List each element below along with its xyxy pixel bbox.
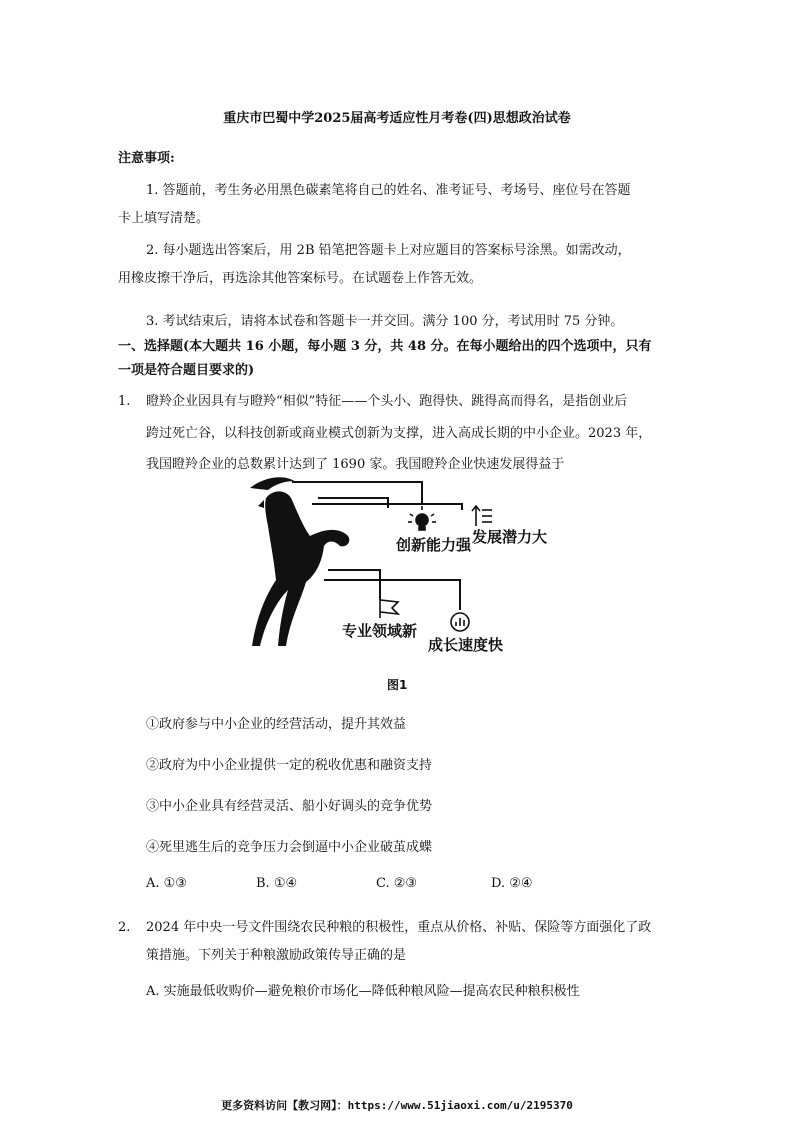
notice-item-3: 3. 考试结束后，请将本试卷和答题卡一并交回。满分 100 分，考试用时 75 分钟。	[146, 314, 624, 329]
figure-gazelle-diagram	[230, 470, 550, 670]
chart-gauge-icon	[451, 613, 469, 631]
growth-arrow-icon	[472, 506, 492, 526]
figure-caption: 图1	[387, 678, 408, 692]
section-1-heading-line-1: 一、选择题(本大题共 16 小题，每小题 3 分，共 48 分。在每小题给出的四个选项中，只有	[118, 339, 652, 354]
q2-number: 2.	[118, 920, 131, 935]
notice-item-1-line-2: 卡上填写清楚。	[118, 211, 210, 226]
q1-statement-1: ①政府参与中小企业的经营活动，提升其效益	[146, 717, 407, 732]
flag-icon	[380, 598, 398, 618]
q1-stem-line-2: 跨过死亡谷，以科技创新或商业模式创新为支撑，进入高成长期的中小企业。2023 年，	[146, 426, 652, 441]
q1-option-d: D. ②④	[491, 876, 533, 891]
notice-item-2-line-2: 用橡皮擦干净后，再选涂其他答案标号。在试题卷上作答无效。	[118, 271, 483, 286]
q2-option-a: A. 实施最低收购价—避免粮价市场化—降低种粮风险—提高农民种粮积极性	[146, 984, 580, 999]
q1-number: 1.	[118, 394, 131, 409]
q2-stem-line-1: 2024 年中央一号文件围绕农民种粮的积极性，重点从价格、补贴、保险等方面强化了政	[146, 920, 652, 935]
q1-statement-4: ④死里逃生后的竞争压力会倒逼中小企业破茧成蝶	[146, 840, 433, 855]
q1-option-a: A. ①③	[146, 876, 187, 891]
footer-link[interactable]: 更多资料访问【教习网】：https://www.51jiaoxi.com/u/2195370	[221, 1099, 573, 1112]
label-innovation: 创新能力强	[396, 536, 472, 554]
section-1-heading-line-2: 一项是符合题目要求的)	[118, 363, 255, 378]
notice-item-1-line-1: 1. 答题前，考生务必用黑色碳素笔将自己的姓名、准考证号、考场号、座位号在答题	[146, 183, 631, 198]
gazelle-silhouette	[250, 477, 349, 646]
page-title: 重庆市巴蜀中学2025届高考适应性月考卷(四)思想政治试卷	[223, 111, 571, 126]
q2-stem-line-2: 策措施。下列关于种粮激励政策传导正确的是	[146, 948, 407, 963]
q1-statement-3: ③中小企业具有经营灵活、船小好调头的竞争优势	[146, 799, 433, 814]
q1-stem-line-1: 瞪羚企业因具有与瞪羚“相似”特征——个头小、跑得快、跳得高而得名，是指创业后	[146, 394, 628, 409]
label-potential: 发展潜力大	[472, 528, 548, 546]
q1-stem-line-3: 我国瞪羚企业的总数累计达到了 1690 家。我国瞪羚企业快速发展得益于	[146, 457, 565, 472]
notice-item-2-line-1: 2. 每小题选出答案后，用 2B 铅笔把答题卡上对应题目的答案标号涂黑。如需改动，	[146, 243, 631, 258]
label-specialized: 专业领域新	[342, 622, 418, 640]
q1-option-b: B. ①④	[256, 876, 298, 891]
q1-option-c: C. ②③	[376, 876, 418, 891]
notice-heading: 注意事项:	[118, 151, 175, 166]
label-growth: 成长速度快	[428, 636, 504, 654]
q1-statement-2: ②政府为中小企业提供一定的税收优惠和融资支持	[146, 758, 433, 773]
lightbulb-icon	[408, 506, 436, 530]
